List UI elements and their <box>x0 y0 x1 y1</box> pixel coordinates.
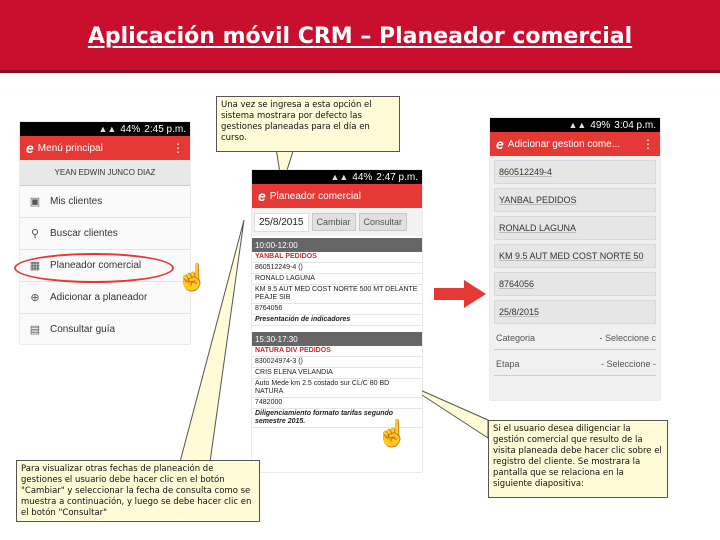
company-name: YANBAL PEDIDOS <box>252 252 422 263</box>
arrow-right-icon <box>434 280 486 308</box>
highlight-ring <box>14 253 174 283</box>
menu-item-adicionar-planeador[interactable] <box>20 282 190 314</box>
address: KM 9.5 AUT MED COST NORTE 500 MT DELANTE PEAJE SIB <box>252 285 422 304</box>
query-button[interactable]: Consultar <box>359 213 408 231</box>
calendar-icon: ▦ <box>29 260 41 272</box>
company-nit: 860512249-4 () <box>252 263 422 274</box>
phone: 7482000 <box>252 398 422 409</box>
app-bar-title: Menú principal <box>37 142 103 154</box>
planned-visit-record[interactable] <box>252 346 422 428</box>
menu-item-label: Buscar clientes <box>50 228 118 239</box>
menu-item-label: Consultar guía <box>50 324 116 335</box>
callout-pointer-left <box>180 220 260 465</box>
menu-item-mis-clientes[interactable] <box>20 186 190 218</box>
category-value: - Seleccione c <box>599 332 656 343</box>
phone-field[interactable]: 8764056 <box>494 272 656 296</box>
battery-level: 44% <box>352 171 373 183</box>
app-logo-icon: e <box>258 188 266 204</box>
overflow-menu-icon[interactable]: ⋮ <box>172 141 184 155</box>
add-circle-icon: ⊕ <box>30 292 40 304</box>
menu-item-label: Adicionar a planeador <box>50 292 148 303</box>
callout-default-day: Una vez se ingresa a esta opción el sistema mostrara por defecto las gestiones planeadas para el día en curso. <box>216 96 400 152</box>
phone-screen-add-management <box>490 118 660 400</box>
app-logo-icon: e <box>496 136 504 152</box>
battery-level: 44% <box>120 123 141 135</box>
hand-pointer-icon: ☝ <box>376 418 409 448</box>
app-bar-title: Planeador comercial <box>269 190 361 202</box>
activity: Presentación de indicadores <box>252 315 422 326</box>
date-toolbar <box>252 208 422 236</box>
category-label: Categoria <box>496 332 536 343</box>
address-field[interactable]: KM 9.5 AUT MED COST NORTE 50 <box>494 244 656 268</box>
status-bar <box>20 122 190 136</box>
app-bar-title: Adicionar gestion come... <box>507 138 621 150</box>
clock: 2:45 p.m. <box>144 123 186 135</box>
contact-field[interactable]: RONALD LAGUNA <box>494 216 656 240</box>
signal-icon: ▲▲ <box>568 120 587 130</box>
clock: 2:47 p.m. <box>376 171 418 183</box>
battery-level: 49% <box>590 119 611 131</box>
hand-pointer-icon: ☝ <box>176 262 209 292</box>
overflow-menu-icon[interactable]: ⋮ <box>642 137 654 151</box>
user-name: YEAN EDWIN JUNCO DIAZ <box>20 160 190 186</box>
app-bar <box>20 136 190 160</box>
planned-visit-record[interactable] <box>252 252 422 326</box>
search-icon: ⚲ <box>30 228 40 240</box>
category-select[interactable] <box>494 326 656 350</box>
slide-title-bar <box>0 0 720 72</box>
date-field[interactable]: 25/8/2015 <box>254 213 309 232</box>
menu-item-buscar-clientes[interactable] <box>20 218 190 250</box>
phone: 8764056 <box>252 304 422 315</box>
app-logo-icon: e <box>26 140 34 156</box>
app-bar <box>490 132 660 156</box>
callout-change-date: Para visualizar otras fechas de planeación de gestiones el usuario debe hacer clic en el botón "Cambiar" y seleccionar la fecha de consulta como se muestra a continuación, y luego se debe hacer clic en el botón "Consultar" <box>16 460 260 522</box>
stage-value: - Seleccione - <box>600 358 656 369</box>
nit-field[interactable]: 860512249-4 <box>494 160 656 184</box>
menu-item-label: Planeador comercial <box>50 260 142 271</box>
activity: Diligenciamiento formato tarifas segundo semestre 2015. <box>252 409 422 428</box>
stage-label: Etapa <box>496 358 520 369</box>
title-underline-strip <box>0 70 720 73</box>
time-slot-header: 10:00-12:00 <box>252 238 422 252</box>
app-bar <box>252 184 422 208</box>
company-field[interactable]: YANBAL PEDIDOS <box>494 188 656 212</box>
time-slot-header: 15:30-17:30 <box>252 332 422 346</box>
signal-icon: ▲▲ <box>98 124 117 134</box>
address: Auto Mede km 2.5 costado sur CL/C 80 BD NATURA <box>252 379 422 398</box>
clock: 3:04 p.m. <box>614 119 656 131</box>
menu-item-consultar-guia[interactable] <box>20 314 190 344</box>
guide-icon: ▤ <box>29 324 41 336</box>
menu-item-label: Mis clientes <box>50 196 103 207</box>
stage-select[interactable] <box>494 352 656 376</box>
change-date-button[interactable]: Cambiar <box>312 213 356 231</box>
slide-title: Aplicación móvil CRM – Planeador comercial <box>87 23 633 49</box>
contacts-icon: ▣ <box>29 196 41 208</box>
phone-screen-main-menu <box>20 122 190 344</box>
callout-fill-management: Si el usuario desea diligenciar la gestión comercial que resulto de la visita planeada debe hacer clic sobre el registro del cliente. Se mostrara la pantalla que se relaciona en la siguiente diapositiva: <box>488 420 668 498</box>
status-bar <box>252 170 422 184</box>
contact-name: CRIS ELENA VELANDIA <box>252 368 422 379</box>
signal-icon: ▲▲ <box>330 172 349 182</box>
status-bar <box>490 118 660 132</box>
contact-name: RONALD LAGUNA <box>252 274 422 285</box>
company-nit: 830024974-3 () <box>252 357 422 368</box>
date-field[interactable]: 25/8/2015 <box>494 300 656 324</box>
company-name: NATURA DIV PEDIDOS <box>252 346 422 357</box>
